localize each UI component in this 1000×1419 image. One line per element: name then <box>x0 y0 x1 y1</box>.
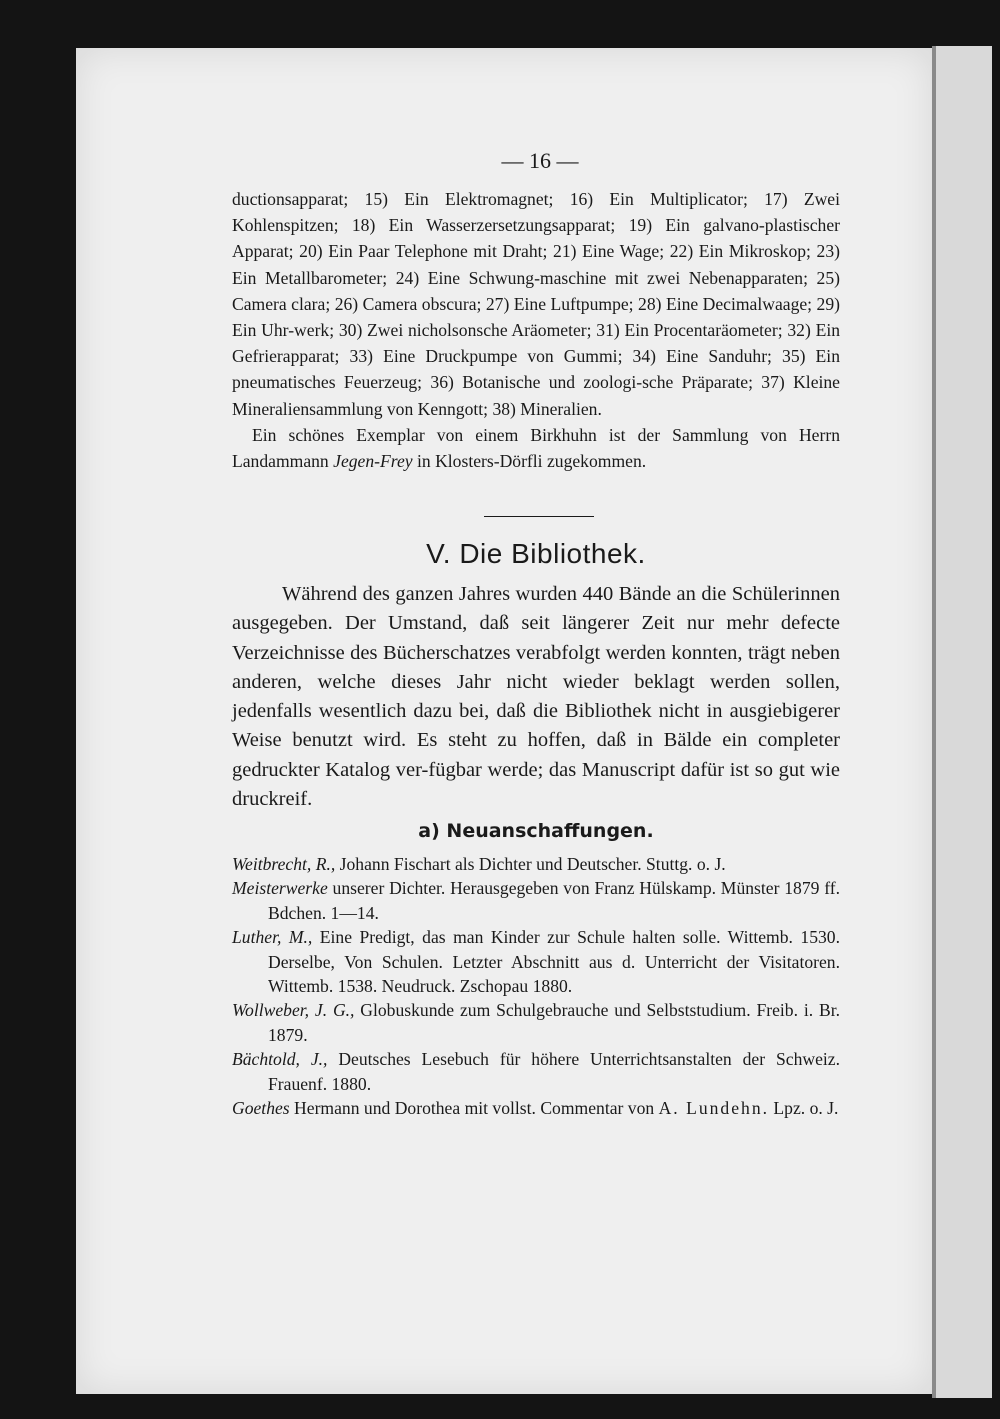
gift-paragraph <box>232 422 840 474</box>
list-item <box>232 925 840 998</box>
entry-author: Bächtold, J., <box>232 1049 328 1070</box>
list-item <box>232 852 840 876</box>
donor-name: Jegen-Frey <box>333 451 413 472</box>
entry-text: Eine Predigt, das man Kinder zur Schule halten solle. Wittemb. 1530. Derselbe, Von Schulen. Letzter Abschnitt aus d. Unterricht der Visitatoren. Wittemb. 1538. Neudruck. Zschopau 1880. <box>268 927 840 997</box>
list-item <box>232 1047 840 1096</box>
section-divider <box>484 516 594 517</box>
subsection-title: a) Neuanschaffungen. <box>418 820 654 842</box>
entry-commentator: A. Lundehn. <box>658 1098 770 1119</box>
page-number: — 16 — <box>501 148 579 173</box>
entry-text: Johann Fischart als Dichter und Deutscher. Stuttg. o. J. <box>335 854 726 874</box>
page-fold-shadow <box>932 46 936 1398</box>
list-item <box>232 1096 840 1120</box>
gift-text-before: Ein schönes Exemplar von einem Birkhuhn ist der Sammlung von Herrn Landammann <box>232 424 840 472</box>
entry-text: Globuskunde zum Schulgebrauche und Selbststudium. Freib. i. Br. 1879. <box>268 1000 840 1045</box>
library-paragraph: Während des ganzen Jahres wurden 440 Bände an die Schülerinnen ausgegeben. Der Umstand, daß seit längerer Zeit nur mehr defecte Verzeichnisse des Bücherschatzes verabfolgt werden konnten, trägt neben anderen, welche dieses Jahr nicht wieder beklagt werden sollen, jedenfalls wesentlich dazu bei, daß die Bibliothek nicht in ausgiebigerer Weise benutzt wird. Es steht zu hoffen, daß in Bälde ein completer gedruckter Katalog ver-fügbar werde; das Manuscript dafür ist so gut wie druckreif. <box>232 583 840 811</box>
section-title: V. Die Bibliothek. <box>426 538 646 569</box>
apparatus-list-paragraph: ductionsapparat; 15) Ein Elektromagnet; 16) Ein Multiplicator; 17) Zwei Kohlenspitzen; 18) Ein Wasserzersetzungsapparat; 19) Ein galvano-plastischer Apparat; 20) Ein Paar Telephone mit Draht; 21) Eine Wage; 22) Ein Mikroskop; 23) Ein Metallbarometer; 24) Eine Schwung-maschine mit zwei Nebenapparaten; 25) Camera clara; 26) Camera obscura; 27) Eine Luftpumpe; 28) Eine Decimalwaage; 29) Ein Uhr-werk; 30) Zwei nicholsonsche Aräometer; 31) Ein Procentaräometer; 32) Ein Gefrierapparat; 33) Eine Druckpumpe von Gummi; 34) Eine Sanduhr; 35) Ein pneumatisches Feuerzeug; 36) Botanische und zoologi-sche Präparate; 37) Kleine Mineraliensammlung von Kenngott; 38) Mineralien. <box>232 189 840 419</box>
gift-text-after: in Klosters-Dörfli zugekommen. <box>412 451 647 472</box>
entry-author: Luther, M., <box>232 927 313 948</box>
library-paragraph-block <box>232 580 840 814</box>
adjacent-page-edge <box>936 46 992 1398</box>
intro-text-block <box>232 186 840 474</box>
entry-author: Weitbrecht, R., <box>232 854 336 874</box>
entry-author: Goethes <box>232 1098 290 1119</box>
list-item <box>232 998 840 1047</box>
entry-text: unserer Dichter. Herausgegeben von Franz Hülskamp. Münster 1879 ff. Bdchen. 1—14. <box>268 878 840 923</box>
entry-author: Meisterwerke <box>232 878 328 899</box>
entry-tail: Lpz. o. J. <box>769 1098 839 1119</box>
acquisitions-list <box>232 852 840 1120</box>
entry-text: Hermann und Dorothea mit vollst. Commentar von <box>289 1098 659 1119</box>
list-item <box>232 876 840 925</box>
entry-author: Wollweber, J. G., <box>232 1000 355 1021</box>
entry-text: Deutsches Lesebuch für höhere Unterrichtsanstalten der Schweiz. Frauenf. 1880. <box>268 1049 840 1094</box>
